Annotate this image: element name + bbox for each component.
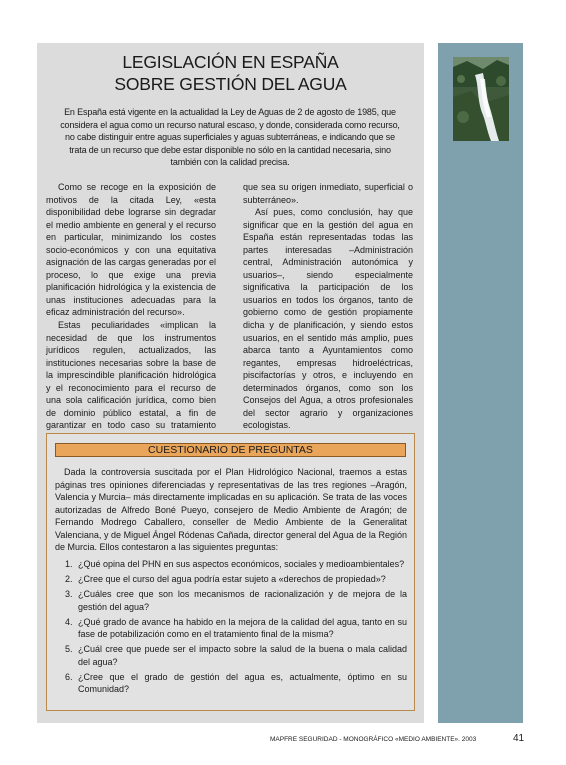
body-column-right — [243, 181, 413, 432]
question-text: ¿Qué grado de avance ha habido en la mejora de la calidad del agua, tanto en su fase de potabilización como en el tratamiento final de la misma? — [78, 616, 407, 639]
question-text: ¿Cree que el grado de gestión del agua es, actualmente, óptimo en su Comunidad? — [78, 671, 407, 694]
question-number: 4. — [65, 616, 73, 627]
questionnaire-intro — [55, 466, 407, 554]
question-number: 5. — [65, 644, 73, 654]
intro-paragraph: En España está vigente en la actualidad la Ley de Aguas de 2 de agosto de 1985, que considera el agua como un recurso natural escaso, y donde, considerada como recurso, no cabe distinguir entre aguas superficiales y aguas subterráneas, e indicando que se trata de un recurso que debe estar disponible no sólo en la cantidad necesaria, sino también con la calidad precisa. — [60, 107, 400, 168]
question-item — [55, 616, 407, 641]
question-item — [55, 558, 407, 571]
question-item — [55, 643, 407, 668]
question-number: 3. — [65, 589, 73, 599]
question-number: 1. — [65, 559, 73, 569]
page-number: 41 — [513, 733, 525, 744]
question-item — [55, 588, 407, 613]
question-item — [55, 573, 407, 586]
questionnaire-title: CUESTIONARIO DE PREGUNTAS — [55, 443, 406, 457]
question-list — [55, 558, 407, 698]
side-color-strip — [438, 43, 523, 723]
question-text: ¿Qué opina del PHN en sus aspectos económicos, sociales y medioambientales? — [78, 559, 405, 569]
body-column-left — [46, 181, 216, 444]
title-line-1: LEGISLACIÓN EN ESPAÑA — [122, 52, 339, 72]
questionnaire-box — [46, 433, 415, 711]
questionnaire-intro-text: Dada la controversia suscitada por el Plan Hidrológico Nacional, traemos a estas páginas tres opiniones diferenciadas y representativas de las tres regiones –Aragón, Valencia y Murcia– más directamente implicadas en su aplicación. Se trata de las voces autorizadas de Alfredo Boné Pueyo, consejero de Medio Ambiente de Aragón; de Fernando Modrego Caballero, conseller de Medio Ambiente de la Generalitat Valenciana, y de Miguel Ángel Ródenas Cañada, director general del Agua de la Región de Murcia. Ellos contestaron a las siguientes preguntas: — [55, 467, 407, 552]
title-line-2: SOBRE GESTIÓN DEL AGUA — [114, 74, 347, 94]
question-number: 2. — [65, 574, 73, 584]
page-title — [37, 51, 424, 95]
question-text: ¿Cuál cree que puede ser el impacto sobre la salud de la buena o mala calidad del agua? — [78, 644, 407, 667]
footer-credit: MAPFRE SEGURIDAD - MONOGRÁFICO «MEDIO AMBIENTE». 2003 — [270, 736, 477, 743]
waterfall-photo — [453, 57, 509, 141]
question-item — [55, 671, 407, 696]
body-paragraph: Como se recoge en la exposición de motivos de la citada Ley, «esta disponibilidad debe lograrse sin degradar el medio ambiente en general y el recurso en particular, minimizando los costes socio-económicos y con una equitativa asignación de las cargas generadas por el proceso, lo que exige una previa planificación hidrológica y la existencia de unas instituciones adecuadas para la eficaz administración del recurso». — [46, 182, 216, 318]
body-paragraph: que sea su origen inmediato, superficial o subterráneo». — [243, 182, 413, 205]
question-text: ¿Cuáles cree que son los mecanismos de racionalización y de mejora de la gestión del agua? — [78, 589, 407, 612]
body-paragraph: Así pues, como conclusión, hay que significar que en la gestión del agua en España están representadas todas las partes interesadas –Administración central, Administración autonómica y usuarios–, siendo especialmente significativa la participación de los usuarios en todos los órganos, tanto de gobierno como de gestión propiamente dicha y de planificación, y siendo estos usuarios, en el sentido más amplio, pues abarca tanto a Ayuntamientos como regantes, empresas hidroeléctricas, piscifactorías y otros, e incluyendo en determinados órganos, como son los Consejos del Agua, a otros profesionales del sector agrario y organizaciones ecologistas. — [243, 207, 413, 431]
body-paragraph: Estas peculiaridades «implican la necesidad de que los instrumentos jurídicos regulen, actualizados, las instituciones necesarias sobre la base de la imprescindible planificación hidrológica y el reconocimiento para el recurso de una sola calificación jurídica, como bien de dominio público estatal, a fin de garantizar en todo caso su tratamiento — [46, 320, 216, 431]
question-text: ¿Cree que el curso del agua podría estar sujeto a «derechos de propiedad»? — [78, 574, 386, 584]
question-number: 6. — [65, 671, 73, 682]
